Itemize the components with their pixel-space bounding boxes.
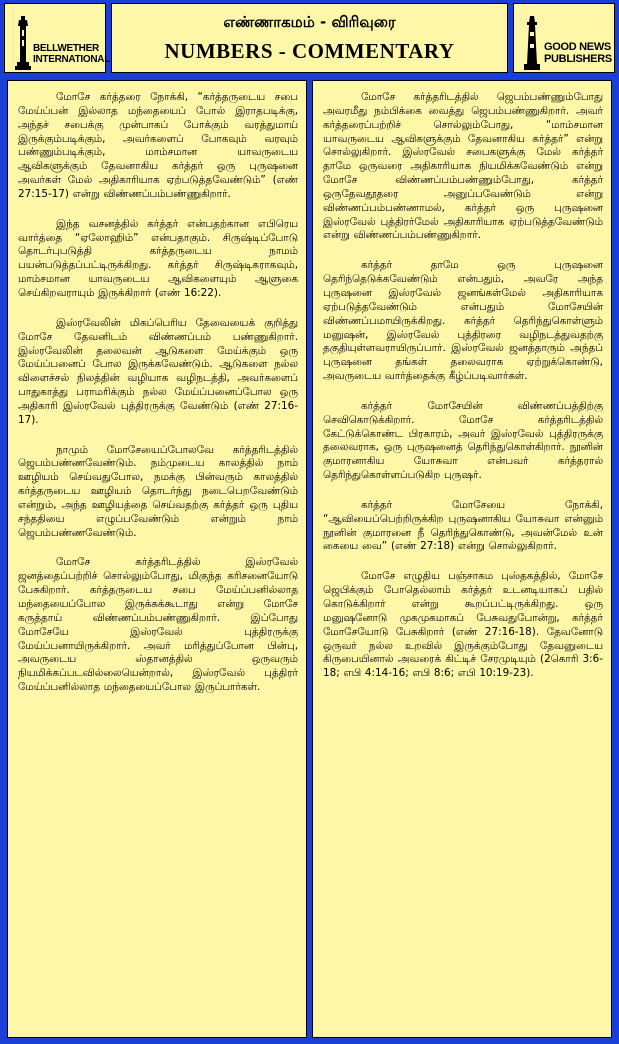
paragraph: இஸ்ரவேலின் மிகப்பெரிய தேவையைக் குறித்து மோசே தேவனிடம் விண்ணப்பம் பண்ணுகிறார். இஸ்ரவேலின் தலைவன் ஆடுகளை மேய்க்கும் ஒரு மேய்ப்பனைப் போல இருக்கவேண்டும். ஆடுகளை நல்ல விளைச்சல் நிலத்தின் வழியாக வழிநடத்தி, அவர்களைப் பாதுகாத்து பராமரிக்கும் நல்ல மேய்ப்பனைப்போல ஒரு அதிகாரி இஸ்ரவேல் புத்திரருக்கு வேண்டும் (எண் 27:16-17). (18, 316, 298, 426)
right-column (312, 80, 612, 1038)
paragraph: நாமும் மோசேயைப்போலவே கர்த்தரிடத்தில் ஜெபம்பண்ணவேண்டும். நம்முடைய காலத்தில் நாம் ஊழியம் செய்வதுபோல, நமக்கு பின்வரும் காலத்தில் கர்த்தருடைய ஊழியம் தொடர்ந்து நடைபெறவேண்டும் என்றும், அந்த ஊழியத்தை செய்வதற்கு கர்த்தர் ஒரு புதிய சந்ததியை எழுப்பவேண்டும் என்றும் நாம் ஜெபம்பண்ணவேண்டும். (18, 443, 298, 539)
lighthouse-icon (524, 16, 540, 70)
page-title-english: NUMBERS - COMMENTARY (164, 39, 455, 63)
left-logo-line2: INTERNATIONAL (33, 54, 111, 65)
header-bar (0, 0, 619, 76)
publisher-logo-left (4, 3, 111, 73)
bell-tower-icon (15, 16, 31, 70)
publisher-logo-right (513, 3, 615, 73)
left-logo-line1: BELLWETHER (33, 43, 99, 54)
paragraph: இந்த வசனத்தில் கர்த்தர் என்பதற்கான எபிரெய வார்த்தை “ஏலோஹிம்” என்பதாகும். சிருஷ்டிப்போடு தொடர்புபடுத்தி கர்த்தருடைய நாமம் பயன்படுத்தப்பட்டிருக்கிறது. கர்த்தர் சிருஷ்டிகராகவும், மாம்சமான யாவருடைய ஆவிகளையும் ஆளுகை செய்கிறவராயும் இருக்கிறார் (எண் 16:22). (18, 217, 298, 299)
paragraph: கர்த்தர் மோசேயை நோக்கி, “ஆவியைப்பெற்றிருக்கிற புருஷனாகிய யோசுவா என்னும் நூனின் குமாரனை நீ தெரிந்துகொண்டு, அவன்மேல் உன் கையை வை” (எண் 27:18) என்று சொல்லுகிறார். (323, 498, 603, 553)
paragraph: கர்த்தர் தாமே ஒரு புருஷனை தெரிந்தெடுக்கவேண்டும் என்பதும், அவரே அந்த புருஷனை இஸ்ரவேல் ஜனங்கள்மேல் அதிகாரியாக ஏற்படுத்தவேண்டும் என்பதும் மோசேயின் விண்ணப்பமாயிருக்கிறது. கர்த்தர் தெரிந்துகொள்ளும் மனுஷன், இஸ்ரவேல் புத்திரரை வழிநடத்துவதற்கு தகுதியுள்ளவராயிருப்பார். இஸ்ரவேல் ஜனத்தாரும் அந்தப் புருஷனை தங்கள் தலைவராக ஏற்றுக்கொண்டு, அவருடைய வார்த்தைக்கு கீழ்ப்படிவார்கள். (323, 259, 603, 383)
paragraph: மோசே கர்த்தரிடத்தில் ஜெபம்பண்ணும்போது அவரமீது நம்பிக்கை வைத்து ஜெபம்பண்ணுகிறார். அவர் கர்த்தரைப்பற்றிச் சொல்லும்போது, “மாம்சமான யாவருடைய ஆவிகளுக்கும் தேவனாகிய கர்த்தர்” என்று சொல்லுகிறார். இஸ்ரவேல் சபைகளுக்கு மேல் கர்த்தர் தாமே ஒருவரை அதிகாரியாக நியமிக்கவேண்டும் என்று மோசே விண்ணப்பம்பண்ணும்போது, கர்த்தர் ஒருதேவதூதரை அனுப்பவேண்டும் என்று விண்ணப்பம்பண்ணாமல், கர்த்தர் ஒரு புருஷனை இஸ்ரவேல் புத்திரர்மேல் அதிகாரியாக ஏற்படுத்தவேண்டும் என்று விண்ணப்பம்பண்ணுகிறார். (323, 91, 603, 242)
paragraph: கர்த்தர் மோசேயின் விண்ணப்பத்திற்கு செவிகொடுக்கிறார். மோசே கர்த்தரிடத்தில் கேட்டுக்கொண்ட பிரகாரம், அவர் இஸ்ரவேல் புத்திரருக்கு தலைவராக, ஒரு புருஷனைத் தெரிந்துகொள்கிறார். நூனின் குமாரனாகிய யோசுவா என்பவர் கர்த்தரால் தெரிந்துகொள்ளப்படுகிற புருஷர். (323, 399, 603, 482)
title-box (111, 3, 508, 73)
paragraph: மோசே எழுதிய பஞ்சாகம புஸ்தகத்தில், மோசே ஜெபிக்கும் போதெல்லாம் கர்த்தர் உடனடியாகப் பதில் கொடுக்கிறார் என்று கூறப்பட்டிருக்கிறது. ஒரு மனுஷனோடு முகமுகமாகப் பேசுவதுபோன்று, கர்த்தர் மோசேயோடு பேசுகிறார் (எண் 27:16-18). தேவனோடு ஒருவர் நல்ல உறவில் இருக்கும்போது தேவனுடைய கிருபையினால் அவரைக் கிட்டிச் சேரமுடியும் (2கொரி 3:6-18; எபி 4:14-16; எபி 8:6; எபி 10:19-23). (323, 570, 603, 680)
paragraph: மோசே கர்த்தரிடத்தில் இஸ்ரவேல் ஜனத்தைப்பற்றிச் சொல்லும்போது, மிகுந்த கரிசனையோடு பேசுகிறார். கர்த்தருடைய சபை மேய்ப்பனில்லாத மந்தையைப்போல இருக்கக்கூடாது என்று மோசே கருத்தாய் விண்ணப்பம்பண்ணுகிறார். இப்போது மோசேயே இஸ்ரவேல் புத்திரருக்கு மேய்ப்பனாயிருக்கிறார். அவர் மரித்துப்போன பின்பு, அவருடைய ஸ்தானத்தில் ஒருவரும் நியமிக்கப்படவில்லையென்றால், இஸ்ரவேல் புத்திரர் மேய்ப்பனில்லாத மந்தையைப்போல இருப்பார்கள். (18, 556, 298, 694)
page-title-tamil: எண்ணாகமம் - விரிவுரை (223, 13, 396, 31)
paragraph: மோசே கர்த்தரை நோக்கி, “கர்த்தருடைய சபை மேய்ப்பன் இல்லாத மந்தையைப் போல் இராதபடிக்கு, அந்தச் சபைக்கு முன்பாகப் போக்கும் வரத்துமாய் இருக்கும்படிக்கும், அவர்களைப் போகவும் வரவும் பண்ணும்படிக்கும், மாம்சமான யாவருடைய ஆவிகளுக்கும் தேவனாகிய கர்த்தர் ஒரு புருஷனை அவர்கள் மேல் அதிகாரியாக ஏற்படுத்தவேண்டும்” (எண் 27:15-17) என்று விண்ணப்பம்பண்ணுகிறார். (18, 91, 298, 200)
right-logo-line2: PUBLISHERS (544, 53, 612, 65)
right-logo-line1: GOOD NEWS (544, 41, 611, 53)
left-column (7, 80, 307, 1038)
